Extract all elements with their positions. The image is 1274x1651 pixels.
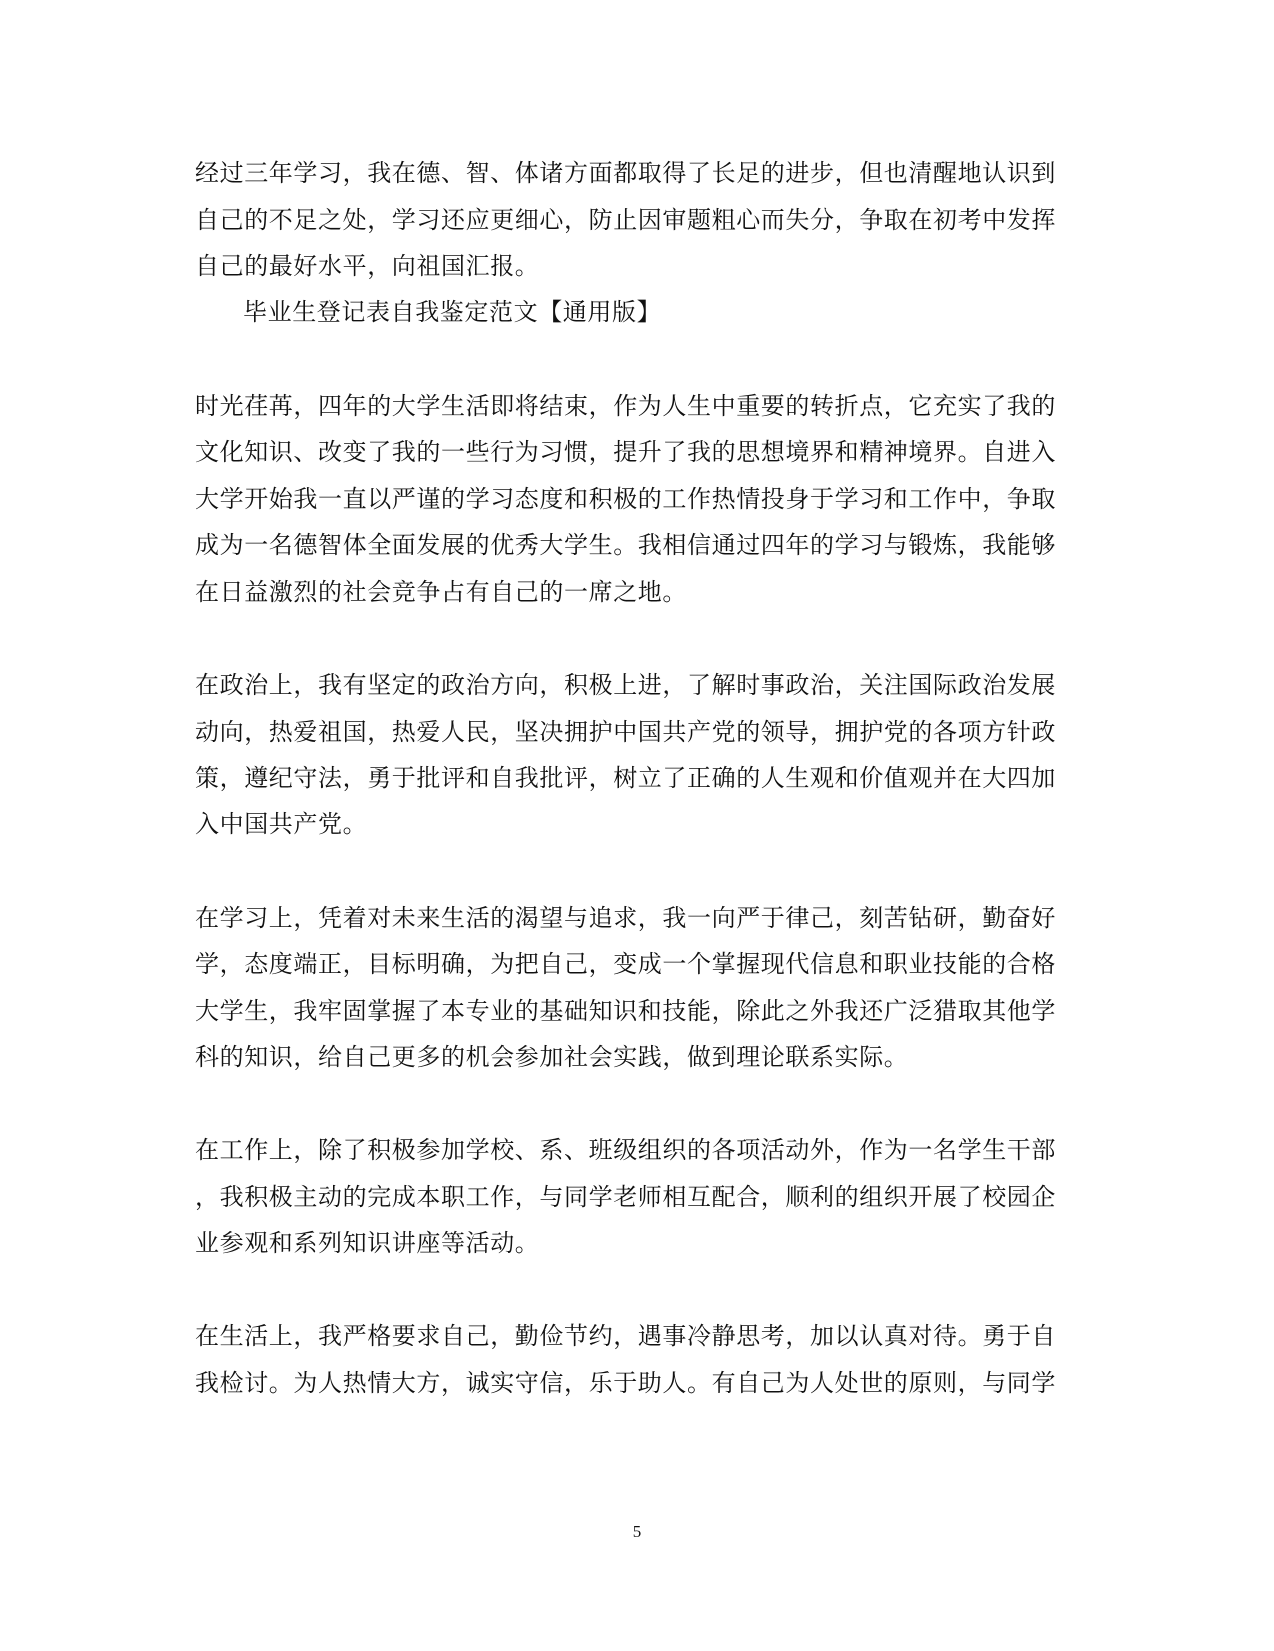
text-line: 在日益激烈的社会竞争占有自己的一席之地。 [195,578,687,606]
text-line: 在政治上，我有坚定的政治方向，积极上进，了解时事政治，关注国际政治发展 [195,671,1056,699]
text-line: ，我积极主动的完成本职工作，与同学老师相互配合，顺利的组织开展了校园企 [195,1183,1056,1211]
text-line: 自己的最好水平，向祖国汇报。 [195,252,540,280]
text-line: 大学生，我牢固掌握了本专业的基础知识和技能，除此之外我还广泛猎取其他学 [195,997,1056,1025]
text-line: 学，态度端正，目标明确，为把自己，变成一个掌握现代信息和职业技能的合格 [195,950,1056,978]
text-line: 自己的不足之处，学习还应更细心，防止因审题粗心而失分，争取在初考中发挥 [195,206,1056,234]
text-line: 我检讨。为人热情大方，诚实守信，乐于助人。有自己为人处世的原则，与同学 [195,1369,1056,1397]
text-line: 科的知识，给自己更多的机会参加社会实践，做到理论联系实际。 [195,1043,909,1071]
text-line: 文化知识、改变了我的一些行为习惯，提升了我的思想境界和精神境界。自进入 [195,438,1056,466]
text-line: 成为一名德智体全面发展的优秀大学生。我相信通过四年的学习与锻炼，我能够 [195,531,1056,559]
section-heading: 毕业生登记表自我鉴定范文【通用版】 [243,298,662,326]
page-number: 5 [632,1522,642,1541]
text-line: 在学习上，凭着对未来生活的渴望与追求，我一向严于律己，刻苦钻研，勤奋好 [195,904,1056,932]
text-line: 大学开始我一直以严谨的学习态度和积极的工作热情投身于学习和工作中，争取 [195,485,1056,513]
text-line: 在工作上，除了积极参加学校、系、班级组织的各项活动外，作为一名学生干部 [195,1136,1056,1164]
text-line: 业参观和系列知识讲座等活动。 [195,1229,540,1257]
text-line: 策，遵纪守法，勇于批评和自我批评，树立了正确的人生观和价值观并在大四加 [195,764,1056,792]
text-line: 时光荏苒，四年的大学生活即将结束，作为人生中重要的转折点，它充实了我的 [195,392,1056,420]
text-line: 经过三年学习，我在德、智、体诸方面都取得了长足的进步，但也清醒地认识到 [195,159,1056,187]
text-line: 入中国共产党。 [195,810,368,838]
text-line: 动向，热爱祖国，热爱人民，坚决拥护中国共产党的领导，拥护党的各项方针政 [195,718,1056,746]
text-line: 在生活上，我严格要求自己，勤俭节约，遇事冷静思考，加以认真对待。勇于自 [195,1322,1056,1350]
